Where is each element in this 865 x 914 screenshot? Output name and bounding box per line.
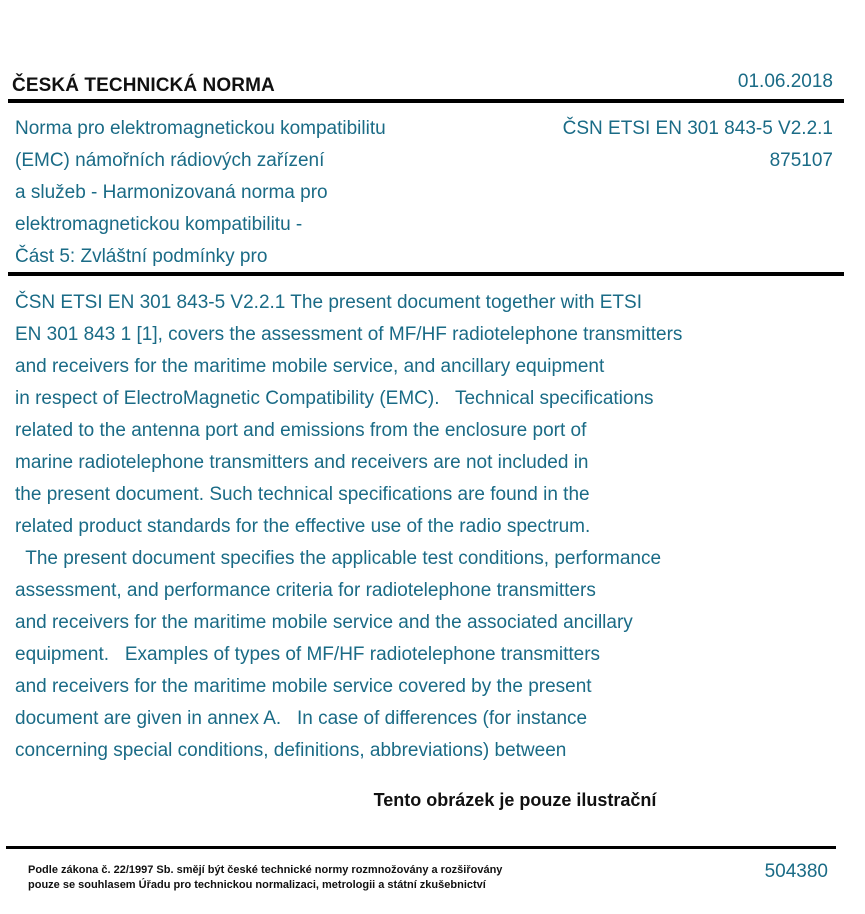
abstract-line: and receivers for the maritime mobile service and the associated ancillary <box>15 612 633 633</box>
footer-legal-line: pouze se souhlasem Úřadu pro technickou normalizaci, metrologii a státní zkušebnictví <box>28 879 486 891</box>
footer-legal-notice <box>28 863 502 893</box>
abstract-line: concerning special conditions, definitions, abbreviations) between <box>15 740 567 761</box>
document-title-line: Norma pro elektromagnetickou kompatibilitu <box>15 118 386 139</box>
abstract-line: marine radiotelephone transmitters and receivers are not included in <box>15 452 589 473</box>
publication-date: 01.06.2018 <box>737 71 833 92</box>
page-header-title: ČESKÁ TECHNICKÁ NORMA <box>12 75 275 96</box>
footer-document-code: 504380 <box>764 861 828 882</box>
catalog-number: 875107 <box>769 150 833 171</box>
abstract-line: related to the antenna port and emissions from the enclosure port of <box>15 420 587 441</box>
abstract-line: and receivers for the maritime mobile service, and ancillary equipment <box>15 356 605 377</box>
abstract-line: and receivers for the maritime mobile service covered by the present <box>15 676 592 697</box>
title-divider <box>8 272 844 276</box>
abstract-line: the present document. Such technical specifications are found in the <box>15 484 590 505</box>
abstract-line: equipment. Examples of types of MF/HF radiotelephone transmitters <box>15 644 601 665</box>
abstract-line: ČSN ETSI EN 301 843-5 V2.2.1 The present document together with ETSI <box>15 292 642 313</box>
footer-legal-line: Podle zákona č. 22/1997 Sb. smějí být české technické normy rozmnožovány a rozšiřovány <box>28 864 503 876</box>
standard-number: ČSN ETSI EN 301 843-5 V2.2.1 <box>562 118 833 139</box>
abstract-text <box>15 287 835 767</box>
standard-identification <box>563 113 833 177</box>
footer-divider <box>6 846 836 849</box>
abstract-line: in respect of ElectroMagnetic Compatibility (EMC). Technical specifications <box>15 388 654 409</box>
document-title-line: Část 5: Zvláštní podmínky pro <box>15 246 268 267</box>
header-divider <box>8 99 844 103</box>
document-title-line: a služeb - Harmonizovaná norma pro <box>15 182 328 203</box>
abstract-line: EN 301 843 1 [1], covers the assessment of MF/HF radiotelephone transmitters <box>15 324 683 345</box>
abstract-line: The present document specifies the applicable test conditions, performance <box>15 548 662 569</box>
abstract-line: assessment, and performance criteria for radiotelephone transmitters <box>15 580 596 601</box>
document-title <box>15 113 485 273</box>
abstract-line: document are given in annex A. In case of differences (for instance <box>15 708 588 729</box>
abstract-line: related product standards for the effective use of the radio spectrum. <box>15 516 591 537</box>
document-title-line: (EMC) námořních rádiových zařízení <box>15 150 325 171</box>
document-title-line: elektromagnetickou kompatibilitu - <box>15 214 303 235</box>
illustration-notice: Tento obrázek je pouze ilustrační <box>373 790 657 810</box>
